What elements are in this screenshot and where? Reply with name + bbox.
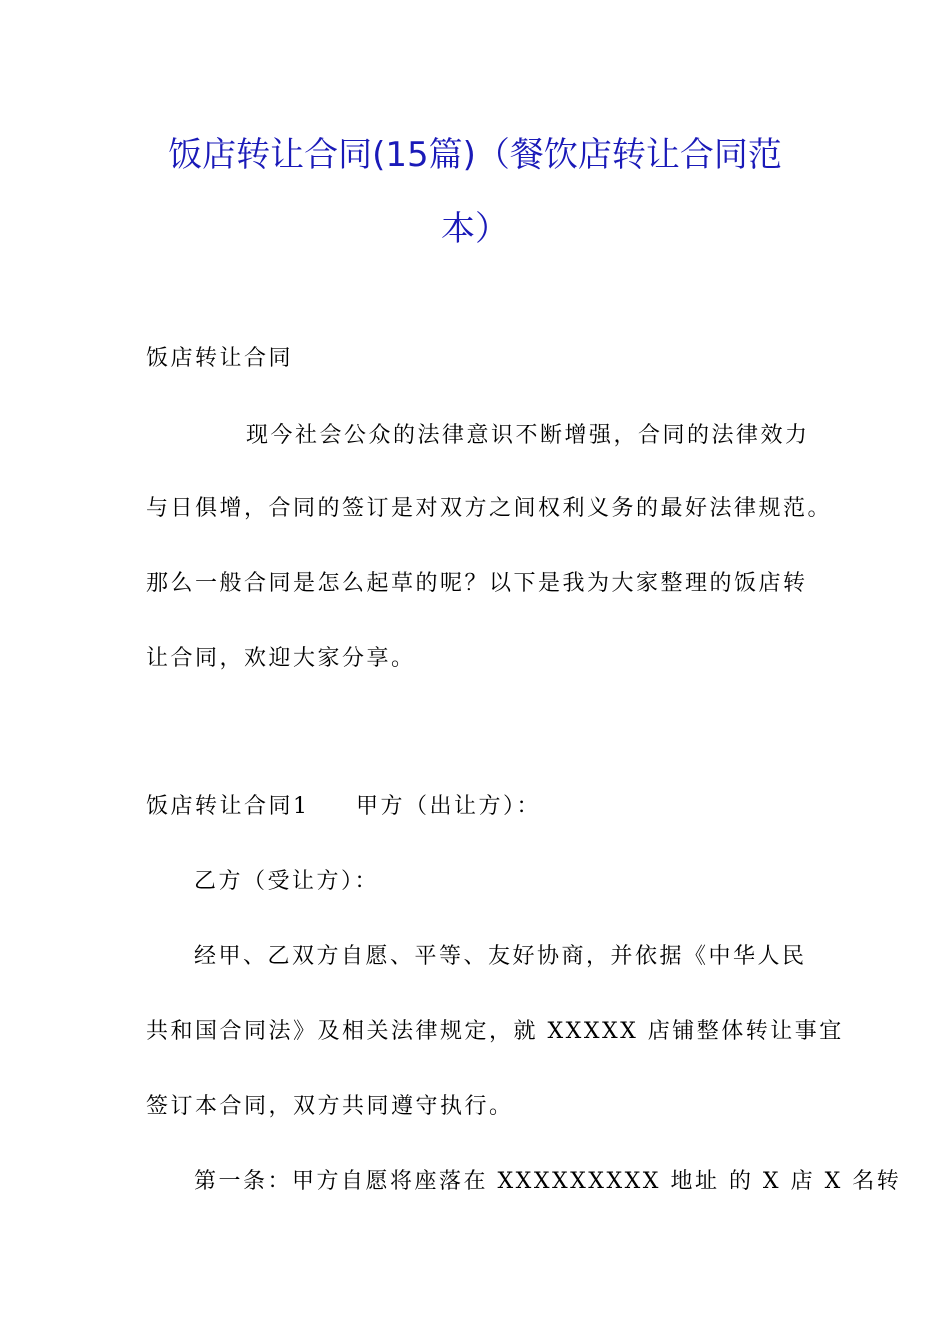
title-line-2: 本） (441, 209, 509, 249)
body-line-3: 签订本合同，双方共同遵守执行。 (146, 1094, 514, 1119)
document-title (100, 118, 850, 266)
body-line-4: 第一条：甲方自愿将座落在 XXXXXXXXX 地址 的 X 店 X 名转 (194, 1169, 902, 1194)
intro-line-4: 让合同，欢迎大家分享。 (146, 646, 416, 671)
title-line-1: 饭店转让合同(15篇)（餐饮店转让合同范 (168, 135, 782, 175)
party-a-label: 甲方（出让方）： (356, 794, 542, 819)
intro-line-1: 现今社会公众的法律意识不断增强，合同的法律效力 (246, 423, 810, 448)
party-b-label: 乙方（受让方）： (194, 869, 380, 894)
intro-line-3: 那么一般合同是怎么起草的呢？以下是我为大家整理的饭店转 (146, 571, 808, 596)
body-line-2: 共和国合同法》及相关法律规定，就 XXXXX 店铺整体转让事宜 (146, 1019, 844, 1044)
contract-1-heading: 饭店转让合同1 (146, 794, 310, 819)
section-heading: 饭店转让合同 (146, 346, 294, 371)
intro-line-2: 与日俱增，合同的签订是对双方之间权利义务的最好法律规范。 (146, 496, 833, 521)
body-line-1: 经甲、乙双方自愿、平等、友好协商，并依据《中华人民 (194, 944, 807, 969)
